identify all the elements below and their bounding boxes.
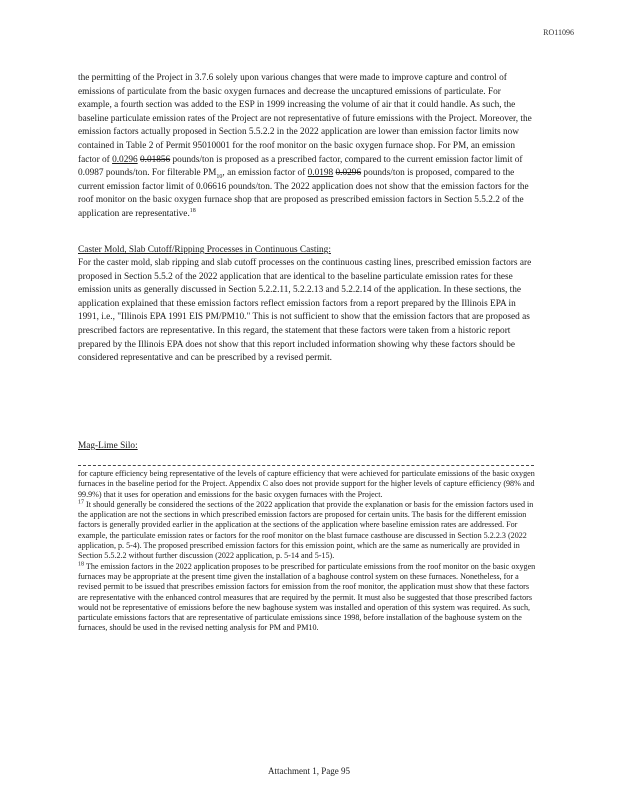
heading-mag-lime-silo: Mag-Lime Silo:	[78, 441, 138, 451]
footnote-17: $^{17}$ It should generally be considered the sections of the 2022 application that provide the explanation or basis for the emission factors used in the application are not the sections in which prescribed emission factors are proposed for certain units. The basis for the different emission factors is generally provided earlier in the application at the sections of the application where baseline emission rates are addressed. For example, the particulate emission rates or factors for the roof monitor on the blast furnace casthouse are discussed in Section 5.2.2.3 (2022 application, p. 5-4). The proposed prescribed emission factors for this emission point, which are the same as numerically are provided in Section 5.5.2.2 without further discussion (2022 application, p. 5-14 and 5-15).	[78, 499, 534, 561]
footnotes	[78, 469, 536, 634]
bates-number: RO11096	[543, 28, 574, 37]
paragraph-roof-monitor: the permitting of the Project in 3.7.6 solely upon various changes that were made to improve capture and control of emissions of particulate from the basic oxygen furnaces and decrease the uncaptured emissions of particulate. For example, a fourth section was added to the ESP in 1999 increasing the volume of air that it could handle. As such, the baseline particulate emission rates of the Project are not representative of future emissions with the Project. Moreover, the emission factors actually proposed in Section 5.5.2.2 in the 2022 application are lower than emission factor limits now contained in Table 2 of Permit 95010001 for the roof monitor on the basic oxygen furnace shop. For PM, an emission factor of 0.0296 0.01856 pounds/ton is proposed as a prescribed factor, compared to the current emission factor limit of 0.0987 pounds/ton. For filterable $PM_{10}$, an emission factor of 0.0198 0.0296 pounds/ton is proposed, compared to the current emission factor limit of 0.06616 pounds/ton. The 2022 application does not show that the emission factors for the roof monitor on the basic oxygen furnace shop that are proposed as prescribed emission factors in Section 5.5.2.2 of the application are representative.$^{18}$	[78, 73, 532, 219]
pm-new-factor: 0.0296	[112, 154, 138, 165]
footnote-divider	[78, 465, 534, 466]
paragraph-caster-mold: For the caster mold, slab ripping and slab cutoff processes on the continuous casting lines, prescribed emission factors are proposed in Section 5.5.2 of the 2022 application that are identical to the baseline particulate emission rates for these emission units as generally discussed in Section 5.2.2.11, 5.2.2.13 and 5.2.2.14 of the application. In these sections, the application explained that these emission factors reflect emission factors from a report prepared by the Illinois EPA in 1991, i.e., "Illinois EPA 1991 EIS PM/PM10." This is not sufficient to show that the emission factors that are proposed as prescribed factors are representative. In this regard, the statement that these factors were taken from a historic report prepared by the Illinois EPA does not show that this report included information showing why these factors should be considered representative and can be prescribed by a revised permit.	[78, 258, 532, 364]
heading-caster-mold: Caster Mold, Slab Cutoff/Ripping Processes in Continuous Casting:	[78, 245, 331, 255]
page-footer: Attachment 1, Page 95	[268, 766, 350, 776]
footnote-18: $^{18}$ The emission factors in the 2022 application proposes to be prescribed for particulate emissions from the roof monitor on the basic oxygen furnaces may be appropriate at the present time given the installation of a baghouse control system on these furnaces. Nonetheless, for a revised permit to be issued that prescribes emission factors for emission from the roof monitor, the application must show that these factors are representative with the enhanced control measures that are required by the permit. It must also be suggested that those prescribed factors would not be representative of emissions before the new baghouse system was installed and operation of this system was required. As such, particulate emissions factors that are representative of particulate emissions since 1998, before installation of the baghouse system on the furnaces, should be used in the revised netting analysis for PM and PM10.	[78, 560, 536, 633]
pm10-old-factor: 0.0296	[335, 168, 362, 179]
pm-old-factor: 0.01856	[139, 154, 171, 165]
footnote-ref-18: 18	[189, 207, 196, 214]
pm10-new-factor: 0.0198	[307, 168, 334, 179]
footnote-continuation: for capture efficiency being representative of the levels of capture efficiency that were achieved for particulate emissions of the basic oxygen furnaces in the baseline period for the Project. Appendix C also does not provide support for the higher levels of capture efficiency (98% and 99.9%) that it uses for operation and emissions for the basic oxygen furnaces with the Project.	[78, 469, 535, 499]
